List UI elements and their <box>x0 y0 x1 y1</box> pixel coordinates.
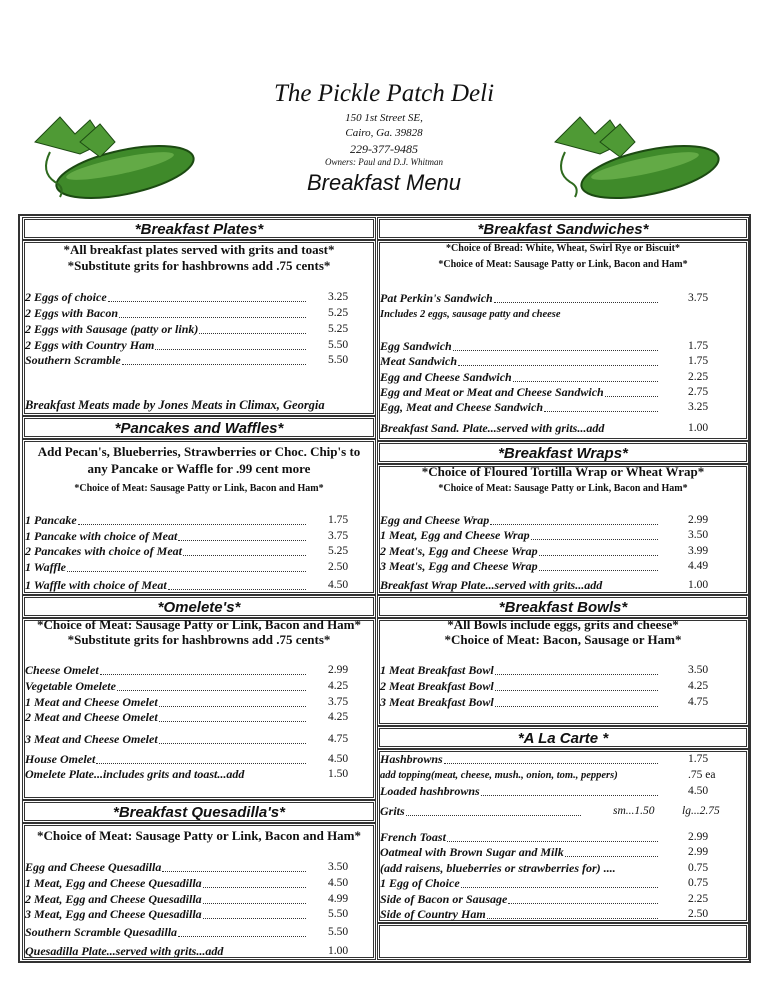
menu-item-name: add topping(meat, cheese, mush., onion, tom., peppers) <box>380 770 618 781</box>
menu-item-price: 2.25 <box>688 893 709 905</box>
menu-item <box>25 560 308 575</box>
dot-leader <box>159 706 306 707</box>
section-note: *Substitute grits for hashbrowns add .75 cents* <box>67 258 331 273</box>
menu-item-price: 4.25 <box>328 680 349 692</box>
dot-leader <box>406 815 581 816</box>
dot-leader <box>203 918 306 919</box>
section-note: *Choice of Meat: Bacon, Sausage or Ham* <box>444 632 682 647</box>
menu-item-price: 4.50 <box>328 579 349 591</box>
dot-leader <box>495 706 658 707</box>
menu-item-price: 2.99 <box>688 846 709 858</box>
menu-item-name: Cheese Omelet <box>25 663 99 677</box>
dot-leader <box>78 524 306 525</box>
menu-item <box>380 421 660 436</box>
dot-leader <box>458 365 658 366</box>
pickle-illustration-right <box>550 112 720 204</box>
menu-item-name: 2 Meat Breakfast Bowl <box>380 679 494 693</box>
menu-item-name: Quesadilla Plate...served with grits...add <box>25 944 224 958</box>
menu-item-name: Hashbrowns <box>380 752 443 766</box>
section-header-pancakes: *Pancakes and Waffles* <box>22 416 376 439</box>
dot-leader <box>67 571 306 572</box>
section-note: *Choice of Meat: Sausage Patty or Link, Bacon and Ham* <box>74 483 324 494</box>
dot-leader <box>96 763 306 764</box>
menu-item-price: 5.50 <box>328 926 349 938</box>
menu-item-name: House Omelet <box>25 752 96 766</box>
menu-item-name: Breakfast Wrap Plate...served with grits...add <box>380 578 603 592</box>
section-note: *Choice of Meat: Sausage Patty or Link, Bacon and Ham* <box>438 259 688 270</box>
menu-item-price: 1.75 <box>688 355 709 367</box>
menu-item-name: 1 Pancake <box>25 513 77 527</box>
menu-item <box>25 290 308 305</box>
menu-item <box>25 944 308 959</box>
section-note: *Choice of Bread: White, Wheat, Swirl Rye or Biscuit* <box>446 243 680 254</box>
menu-item-name: 1 Pancake with choice of Meat <box>25 529 178 543</box>
menu-item-name: 3 Meat's, Egg and Cheese Wrap <box>380 559 538 573</box>
menu-item-name: 2 Meat, Egg and Cheese Quesadilla <box>25 892 202 906</box>
section-footer: Breakfast Meats made by Jones Meats in Climax, Georgia <box>25 398 325 412</box>
menu-item-price: 1.75 <box>688 340 709 352</box>
dot-leader <box>199 333 306 334</box>
dot-leader <box>159 721 306 722</box>
menu-item <box>25 892 308 907</box>
menu-item <box>25 306 308 321</box>
menu-item <box>25 338 308 353</box>
section-note: *Choice of Meat: Sausage Patty or Link, Bacon and Ham* <box>36 828 362 843</box>
menu-item-name: 1 Egg of Choice <box>380 876 460 890</box>
menu-item-price: 1.50 <box>328 768 349 780</box>
menu-item-price-small: sm...1.50 <box>613 805 655 817</box>
dot-leader <box>481 795 658 796</box>
address-line-1: 150 1st Street SE, <box>345 112 423 124</box>
section-note: *Substitute grits for hashbrowns add .75 cents* <box>67 632 331 647</box>
menu-item <box>380 513 660 528</box>
dot-leader <box>159 743 306 744</box>
dot-leader <box>539 555 658 556</box>
menu-item-name: Loaded hashbrowns <box>380 784 480 798</box>
menu-item-price: 1.75 <box>328 514 349 526</box>
menu-item-price: 2.75 <box>688 386 709 398</box>
dot-leader <box>100 674 306 675</box>
menu-item <box>25 513 308 528</box>
menu-item-name: Egg and Cheese Sandwich <box>380 370 512 384</box>
menu-item <box>380 752 660 767</box>
menu-item <box>25 353 308 368</box>
menu-item <box>25 663 308 678</box>
menu-item-name: Breakfast Sand. Plate...served with grits...add <box>380 421 605 435</box>
menu-item <box>25 732 308 747</box>
dot-leader <box>108 301 306 302</box>
menu-item-price: 4.50 <box>328 753 349 765</box>
menu-item <box>380 876 660 891</box>
dot-leader <box>605 396 658 397</box>
menu-item-name: Side of Bacon or Sausage <box>380 892 508 906</box>
menu-item-price: 3.25 <box>688 401 709 413</box>
section-header-wraps: *Breakfast Wraps* <box>377 441 749 464</box>
dot-leader <box>495 690 658 691</box>
menu-item-name: Oatmeal with Brown Sugar and Milk <box>380 845 564 859</box>
dot-leader <box>508 903 658 904</box>
menu-item-price: 4.50 <box>688 785 709 797</box>
menu-item-name: 1 Waffle with choice of Meat <box>25 578 167 592</box>
section-header-alacarte: *A La Carte * <box>377 726 749 749</box>
menu-item-price: 4.75 <box>688 696 709 708</box>
menu-item-price: 5.50 <box>328 339 349 351</box>
menu-item-price: 4.99 <box>328 893 349 905</box>
menu-item <box>380 559 660 574</box>
menu-item-price: 5.50 <box>328 908 349 920</box>
dot-leader <box>162 871 306 872</box>
menu-item-price: 2.99 <box>688 831 709 843</box>
dot-leader <box>119 317 306 318</box>
menu-item <box>380 695 660 710</box>
menu-item-price: lg...2.75 <box>682 805 720 817</box>
section-header-omelets: *Omelete's* <box>22 595 376 618</box>
menu-item-price: 5.25 <box>328 545 349 557</box>
menu-item <box>380 679 660 694</box>
dot-leader <box>513 381 658 382</box>
empty-box <box>377 923 749 960</box>
menu-item-name: 1 Meat, Egg and Cheese Quesadilla <box>25 876 202 890</box>
menu-item-price: 0.75 <box>688 877 709 889</box>
menu-item <box>380 578 660 593</box>
menu-item-name: 3 Meat, Egg and Cheese Quesadilla <box>25 907 202 921</box>
menu-item-price: 2.50 <box>688 908 709 920</box>
menu-item-price: 1.75 <box>688 753 709 765</box>
menu-item <box>380 385 660 400</box>
menu-item-price: 4.50 <box>328 877 349 889</box>
menu-item-price: 3.75 <box>328 530 349 542</box>
dot-leader <box>544 411 658 412</box>
section-header-sandwiches: *Breakfast Sandwiches* <box>377 217 749 240</box>
menu-item <box>25 767 308 782</box>
menu-item-name: (add raisens, blueberries or strawberries for) .... <box>380 861 616 875</box>
section-note: Add Pecan's, Blueberries, Strawberries or Choc. Chip's to <box>37 444 361 459</box>
menu-item <box>380 544 660 559</box>
menu-item <box>25 679 308 694</box>
menu-item <box>380 400 660 415</box>
menu-item-price: 5.25 <box>328 307 349 319</box>
menu-item <box>25 860 308 875</box>
menu-item-price: 5.50 <box>328 354 349 366</box>
dot-leader <box>155 349 306 350</box>
menu-item <box>25 752 308 767</box>
menu-item <box>380 354 660 369</box>
menu-item-name: 2 Eggs of choice <box>25 290 107 304</box>
dot-leader <box>203 903 306 904</box>
menu-item <box>25 695 308 710</box>
dot-leader <box>539 570 658 571</box>
section-header-bowls: *Breakfast Bowls* <box>377 595 749 618</box>
menu-item-name: 2 Eggs with Sausage (patty or link) <box>25 322 199 336</box>
menu-item-price: 1.00 <box>328 945 349 957</box>
menu-item-price: 2.25 <box>688 371 709 383</box>
menu-item <box>380 307 660 322</box>
menu-item <box>380 830 660 845</box>
menu-item-name: 2 Meat and Cheese Omelet <box>25 710 158 724</box>
menu-item <box>380 339 660 354</box>
section-note: any Pancake or Waffle for .99 cent more <box>87 461 311 476</box>
dot-leader <box>168 589 306 590</box>
menu-item-name: Omelete Plate...includes grits and toast...add <box>25 767 245 781</box>
menu-item-price: 4.25 <box>688 680 709 692</box>
menu-item-name: 1 Meat and Cheese Omelet <box>25 695 158 709</box>
dot-leader <box>495 674 658 675</box>
menu-item-name: Grits <box>380 804 405 818</box>
menu-item-price: 3.50 <box>688 529 709 541</box>
address-line-2: Cairo, Ga. 39828 <box>345 127 423 139</box>
menu-item <box>25 925 308 940</box>
menu-item-name: 2 Pancakes with choice of Meat <box>25 544 182 558</box>
owners: Owners: Paul and D.J. Whitman <box>325 157 443 167</box>
menu-item-price: 3.75 <box>688 292 709 304</box>
dot-leader <box>531 539 658 540</box>
menu-item <box>380 804 583 819</box>
section-note: *All breakfast plates served with grits and toast* <box>63 242 335 257</box>
dot-leader <box>122 364 306 365</box>
section-note: *All Bowls include eggs, grits and cheese* <box>447 617 679 632</box>
menu-item-name: 2 Eggs with Bacon <box>25 306 119 320</box>
menu-item <box>380 768 660 783</box>
menu-item-name: Meat Sandwich <box>380 354 458 368</box>
dot-leader <box>494 302 658 303</box>
menu-item-price: 3.25 <box>328 291 349 303</box>
menu-item <box>380 892 660 907</box>
dot-leader <box>203 887 306 888</box>
menu-item-name: Southern Scramble Quesadilla <box>25 925 178 939</box>
menu-item-name: 1 Waffle <box>25 560 66 574</box>
menu-item-name: Egg, Meat and Cheese Sandwich <box>380 400 544 414</box>
menu-item <box>25 529 308 544</box>
menu-item <box>380 370 660 385</box>
menu-item-price: 1.00 <box>688 579 709 591</box>
dot-leader <box>178 540 306 541</box>
menu-item-price: 1.00 <box>688 422 709 434</box>
pickle-illustration-left <box>30 112 195 204</box>
menu-item-name: Egg and Cheese Wrap <box>380 513 490 527</box>
menu-item <box>380 845 660 860</box>
menu-item-price: 2.99 <box>328 664 349 676</box>
dot-leader <box>183 555 306 556</box>
menu-item-price: .75 ea <box>688 769 716 781</box>
menu-item-name: Egg and Meat or Meat and Cheese Sandwich <box>380 385 604 399</box>
dot-leader <box>487 918 658 919</box>
menu-item-name: 3 Meat and Cheese Omelet <box>25 732 158 746</box>
dot-leader <box>565 856 658 857</box>
menu-item <box>380 861 660 876</box>
menu-item-name: Vegetable Omelete <box>25 679 116 693</box>
section-note: *Choice of Meat: Sausage Patty or Link, Bacon and Ham* <box>36 617 362 632</box>
section-header-quesadillas: *Breakfast Quesadilla's* <box>22 800 376 823</box>
menu-item <box>25 322 308 337</box>
section-header-plates: *Breakfast Plates* <box>22 217 376 240</box>
menu-item-name: Egg Sandwich <box>380 339 452 353</box>
menu-item-name: 1 Meat, Egg and Cheese Wrap <box>380 528 530 542</box>
menu-item <box>25 907 308 922</box>
menu-item <box>380 291 660 306</box>
menu-item <box>25 710 308 725</box>
restaurant-name: The Pickle Patch Deli <box>273 80 495 107</box>
menu-item <box>25 544 308 559</box>
menu-item-name: Southern Scramble <box>25 353 121 367</box>
menu-item-name: 1 Meat Breakfast Bowl <box>380 663 494 677</box>
menu-item-price: 4.25 <box>328 711 349 723</box>
menu-item-price: 4.75 <box>328 733 349 745</box>
menu-item-name: 2 Meat's, Egg and Cheese Wrap <box>380 544 538 558</box>
menu-item-name: French Toast <box>380 830 446 844</box>
menu-item <box>25 876 308 891</box>
menu-item-name: Egg and Cheese Quesadilla <box>25 860 162 874</box>
menu-item <box>380 663 660 678</box>
menu-item-price: 2.99 <box>688 514 709 526</box>
menu-item-name: 2 Eggs with Country Ham <box>25 338 155 352</box>
menu-item-price: 3.99 <box>688 545 709 557</box>
menu-item-price: 3.50 <box>688 664 709 676</box>
section-note: *Choice of Floured Tortilla Wrap or Wheat Wrap* <box>421 464 705 479</box>
menu-item <box>380 784 660 799</box>
menu-title: Breakfast Menu <box>306 170 462 195</box>
dot-leader <box>461 887 658 888</box>
menu-item-name: Side of Country Ham <box>380 907 486 921</box>
menu-item-price: 2.50 <box>328 561 349 573</box>
menu-item-name: Pat Perkin's Sandwich <box>380 291 493 305</box>
menu-item-name: Includes 2 eggs, sausage patty and cheese <box>380 309 561 320</box>
menu-item <box>380 528 660 543</box>
menu-item-name: 3 Meat Breakfast Bowl <box>380 695 494 709</box>
dot-leader <box>117 690 306 691</box>
dot-leader <box>444 763 658 764</box>
dot-leader <box>453 350 658 351</box>
menu-item-price: 0.75 <box>688 862 709 874</box>
menu-item-price: 5.25 <box>328 323 349 335</box>
section-note: *Choice of Meat: Sausage Patty or Link, Bacon and Ham* <box>438 483 688 494</box>
menu-item-price: 3.75 <box>328 696 349 708</box>
phone-number: 229-377-9485 <box>350 142 418 156</box>
dot-leader <box>490 524 658 525</box>
menu-item <box>380 907 660 922</box>
dot-leader <box>447 841 658 842</box>
dot-leader <box>178 936 306 937</box>
menu-item-price: 3.50 <box>328 861 349 873</box>
menu-item-price: 4.49 <box>688 560 709 572</box>
menu-item <box>25 578 308 593</box>
